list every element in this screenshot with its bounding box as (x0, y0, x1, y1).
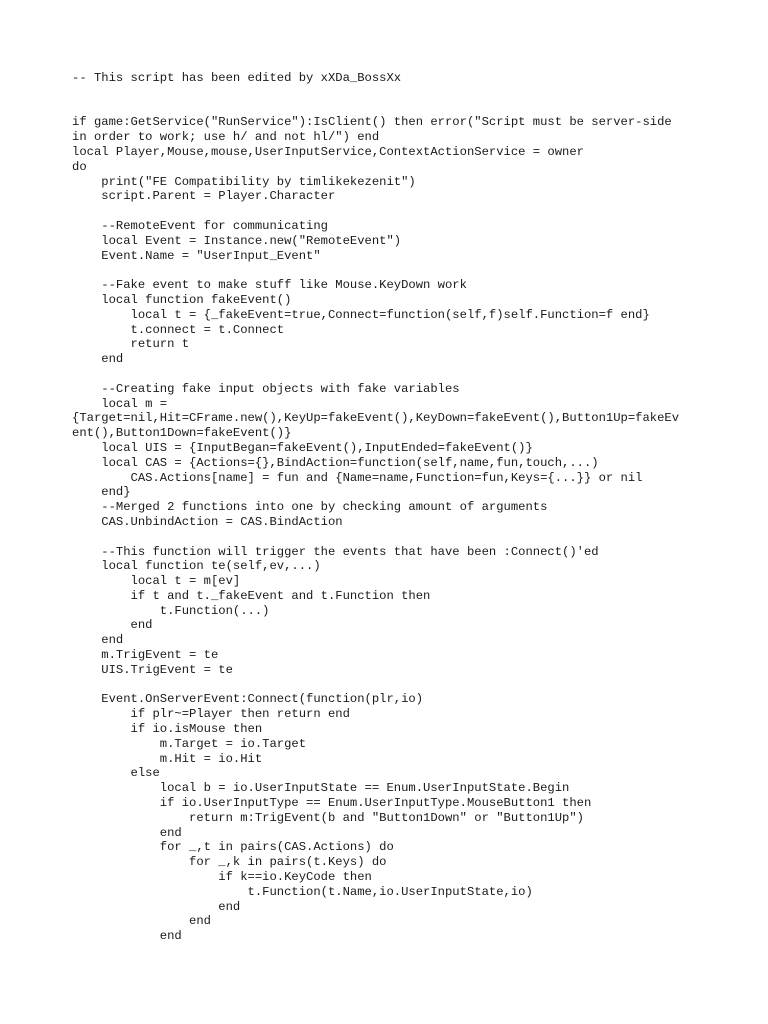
code-line: --This function will trigger the events that have been :Connect()'ed (72, 544, 599, 559)
code-listing (72, 71, 752, 944)
code-line (72, 530, 752, 545)
code-line: end (72, 899, 241, 914)
code-line: if k==io.KeyCode then (72, 870, 372, 885)
code-line: local b = io.UserInputState == Enum.UserInputState.Begin (72, 781, 570, 796)
code-line: else (72, 766, 160, 781)
code-line: if t and t._fakeEvent and t.Function then (72, 588, 431, 603)
code-line (72, 204, 752, 219)
code-line: Event.OnServerEvent:Connect(function(plr,io) (72, 692, 424, 707)
code-line: ent(),Button1Down=fakeEvent()} (72, 426, 292, 441)
code-line: local UIS = {InputBegan=fakeEvent(),InputEnded=fakeEvent()} (72, 440, 533, 455)
code-line: {Target=nil,Hit=CFrame.new(),KeyUp=fakeEvent(),KeyDown=fakeEvent(),Button1Up=fakeEv (72, 411, 680, 426)
code-line: if plr~=Player then return end (72, 707, 350, 722)
code-line: CAS.Actions[name] = fun and {Name=name,Function=fun,Keys={...}} or nil (72, 470, 643, 485)
code-line: return m:TrigEvent(b and "Button1Down" or "Button1Up") (72, 810, 584, 825)
code-line: m.Target = io.Target (72, 736, 307, 751)
code-line: -- This script has been edited by xXDa_BossXx (72, 71, 402, 85)
code-line: --Merged 2 functions into one by checking amount of arguments (72, 500, 548, 515)
code-line: do (72, 159, 87, 174)
code-line: return t (72, 337, 190, 352)
code-line: t.Function(t.Name,io.UserInputState,io) (72, 884, 533, 899)
code-line: end (72, 618, 153, 633)
code-line (72, 263, 752, 278)
code-line: UIS.TrigEvent = te (72, 662, 233, 677)
code-line: end (72, 914, 211, 929)
code-line: --RemoteEvent for communicating (72, 218, 328, 233)
code-line: end (72, 352, 124, 367)
code-line: in order to work; use h/ and not hl/") end (72, 130, 380, 145)
code-line: m.Hit = io.Hit (72, 751, 263, 766)
code-line: if io.isMouse then (72, 722, 263, 737)
code-line: local Event = Instance.new("RemoteEvent") (72, 233, 402, 248)
code-line: t.connect = t.Connect (72, 322, 285, 337)
code-line: end (72, 929, 182, 944)
code-line: if io.UserInputType == Enum.UserInputType.MouseButton1 then (72, 796, 592, 811)
code-line: local m = (72, 396, 168, 411)
code-line: end (72, 825, 182, 840)
code-line: print("FE Compatibility by timlikekezenit") (72, 174, 416, 189)
code-line: local Player,Mouse,mouse,UserInputService,ContextActionService = owner (72, 144, 584, 159)
code-line: end (72, 633, 124, 648)
code-line: local t = {_fakeEvent=true,Connect=function(self,f)self.Function=f end} (72, 307, 650, 322)
code-line (72, 86, 752, 101)
code-line (72, 101, 752, 116)
code-line: CAS.UnbindAction = CAS.BindAction (72, 514, 343, 529)
code-line: end} (72, 485, 131, 500)
code-line: if game:GetService("RunService"):IsClient() then error("Script must be server-side (72, 115, 672, 130)
code-line (72, 678, 752, 693)
code-line (72, 367, 752, 382)
code-line: local t = m[ev] (72, 574, 241, 589)
code-line: local CAS = {Actions={},BindAction=function(self,name,fun,touch,...) (72, 455, 599, 470)
code-line: script.Parent = Player.Character (72, 189, 336, 204)
code-line: --Creating fake input objects with fake variables (72, 381, 460, 396)
code-line: for _,t in pairs(CAS.Actions) do (72, 840, 394, 855)
code-line: local function fakeEvent() (72, 292, 292, 307)
code-line: t.Function(...) (72, 603, 270, 618)
code-line: --Fake event to make stuff like Mouse.KeyDown work (72, 278, 467, 293)
code-line: for _,k in pairs(t.Keys) do (72, 855, 387, 870)
code-line: Event.Name = "UserInput_Event" (72, 248, 321, 263)
code-line: local function te(self,ev,...) (72, 559, 321, 574)
code-line: m.TrigEvent = te (72, 648, 219, 663)
